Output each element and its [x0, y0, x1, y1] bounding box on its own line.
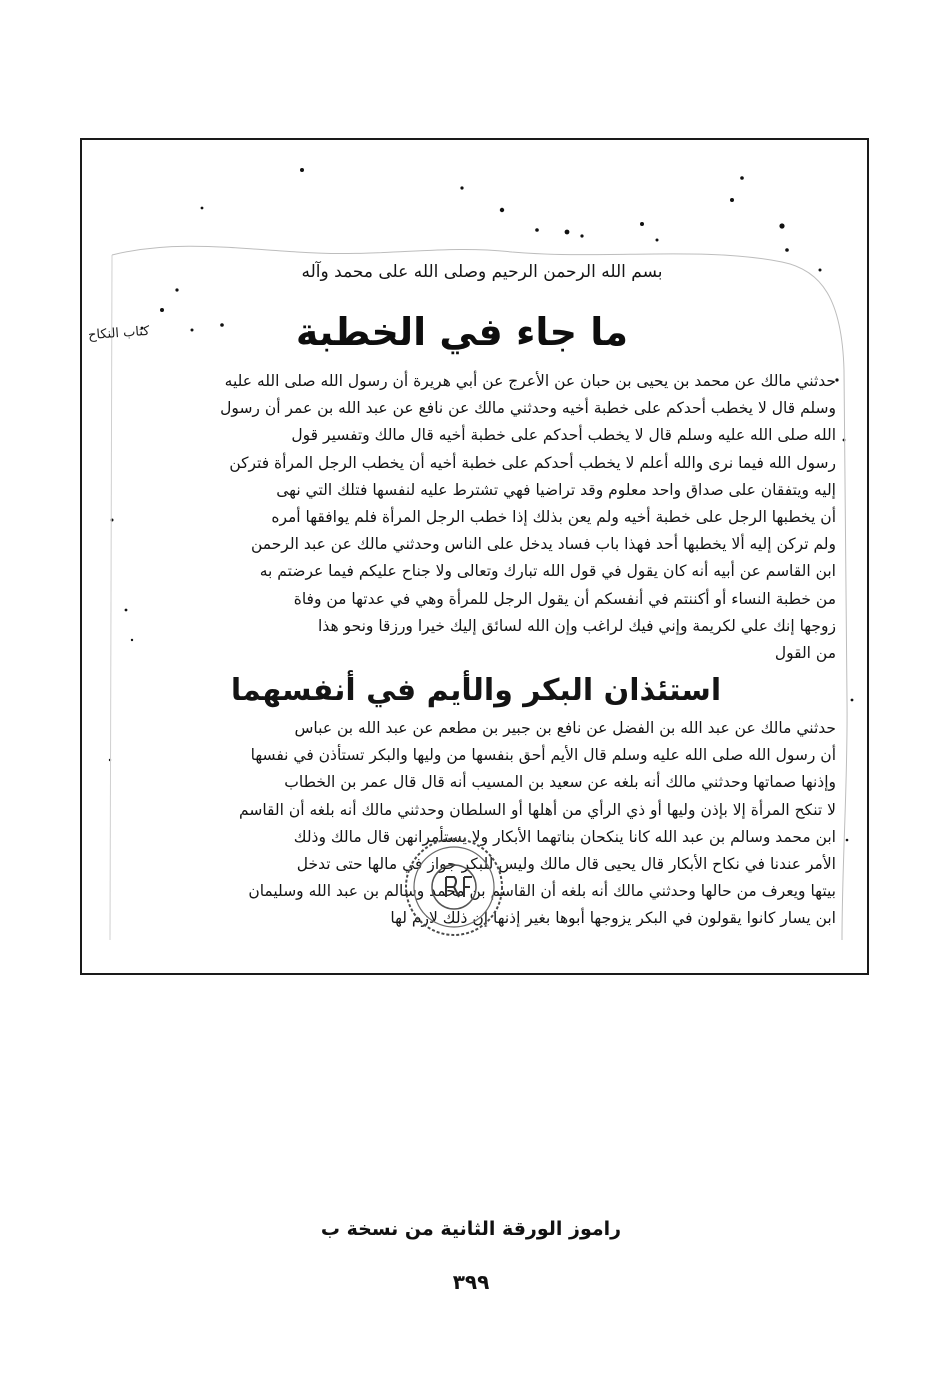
manuscript-section-heading: استئذان البكر والأيم في أنفسهما [230, 673, 722, 709]
manuscript-line: وإذنها صماتها وحدثني مالك أنه بلغه عن سعيد بن المسيب أنه قال قال عمر بن الخطاب [284, 773, 836, 792]
manuscript-line: أن رسول الله صلى الله عليه وسلم قال الأيم أحق بنفسها من وليها والبكر تستأذن في نفسها [250, 746, 836, 765]
manuscript-line: الله صلى الله عليه وسلم قال لا يخطب أحدكم على خطبة أخيه قال مالك وتفسير قول [291, 426, 836, 445]
page-number: ٣٩٩ [452, 1270, 490, 1294]
manuscript-line: أن يخطبها الرجل على خطبة أخيه ولم يعن بذلك إذا خطب الرجل المرأة فلم يوافقها أمره [271, 507, 836, 526]
manuscript-chapter-title: ما جاء في الخطبة [295, 310, 629, 354]
manuscript-line: حدثني مالك عن محمد بن يحيى بن حبان عن الأعرج عن أبي هريرة أن رسول الله صلى الله عليه [224, 372, 836, 390]
manuscript-line: ابن محمد وسالم بن عبد الله كانا ينكحان بناتهما الأبكار ولا يستأمرانهن قال مالك وذلك [293, 827, 836, 846]
library-stamp [402, 835, 506, 939]
manuscript-line: بيتها ويعرف من حالها وحدثني مالك أنه بلغه أن القاسم بن محمد وسالم بن عبد الله وسليمان [248, 882, 836, 901]
manuscript-line: وسلم قال لا يخطب أحدكم على خطبة أخيه وحدثني مالك عن نافع عن عبد الله بن عمر أن رسول [220, 399, 836, 418]
manuscript-line: الأمر عندنا في نكاح الأبكار قال يحيى قال مالك وليس للبكر جواز في مالها حتى تدخل [296, 855, 836, 873]
figure-caption: راموز الورقة الثانية من نسخة ب [320, 1218, 622, 1240]
manuscript-line: حدثني مالك عن عبد الله بن الفضل عن نافع بن جبير بن مطعم عن عبد الله بن عباس [294, 719, 836, 738]
manuscript-margin-note: كتاب النكاح [87, 323, 150, 344]
manuscript-line: من خطبة النساء أو أكننتم في أنفسكم أن يقول الرجل للمرأة وهي في عدتها من وفاة [293, 589, 836, 608]
manuscript-line: زوجها إنك علي لكريمة وإني فيك لراغب وإن الله لسائق إليك خيرا ورزقا ونحو هذا [318, 616, 836, 635]
manuscript-plate [80, 138, 869, 975]
manuscript-line: ابن يسار كانوا يقولون في البكر يزوجها أبوها بغير إذنها إن ذلك لازم لها [390, 909, 836, 928]
manuscript-line: لا تنكح المرأة إلا بإذن وليها أو ذي الرأي من أهلها أو السلطان وحدثني مالك أنه بلغه أن القاسم [239, 800, 836, 819]
manuscript-line: ولم تركن إليه ألا يخطبها أحد فهذا باب فساد يدخل على الناس وحدثني مالك عن عبد الرحمن [250, 535, 836, 554]
manuscript-line: ابن القاسم عن أبيه أنه كان يقول في قول الله تبارك وتعالى ولا جناح عليكم فيما عرضتم به [259, 562, 836, 581]
manuscript-line: من القول [774, 643, 836, 662]
manuscript-line: إليه ويتفقان على صداق واحد معلوم وقد تراضيا فهي تشترط عليه لنفسها فتلك التي نهى [276, 480, 836, 499]
manuscript-line: رسول الله فيما نرى والله أعلم لا يخطب أحدكم على خطبة أخيه أن يخطب الرجل المرأة فتركن [229, 453, 836, 472]
manuscript-basmala: بسم الله الرحمن الرحيم وصلى الله على محمد وآله [301, 262, 663, 282]
